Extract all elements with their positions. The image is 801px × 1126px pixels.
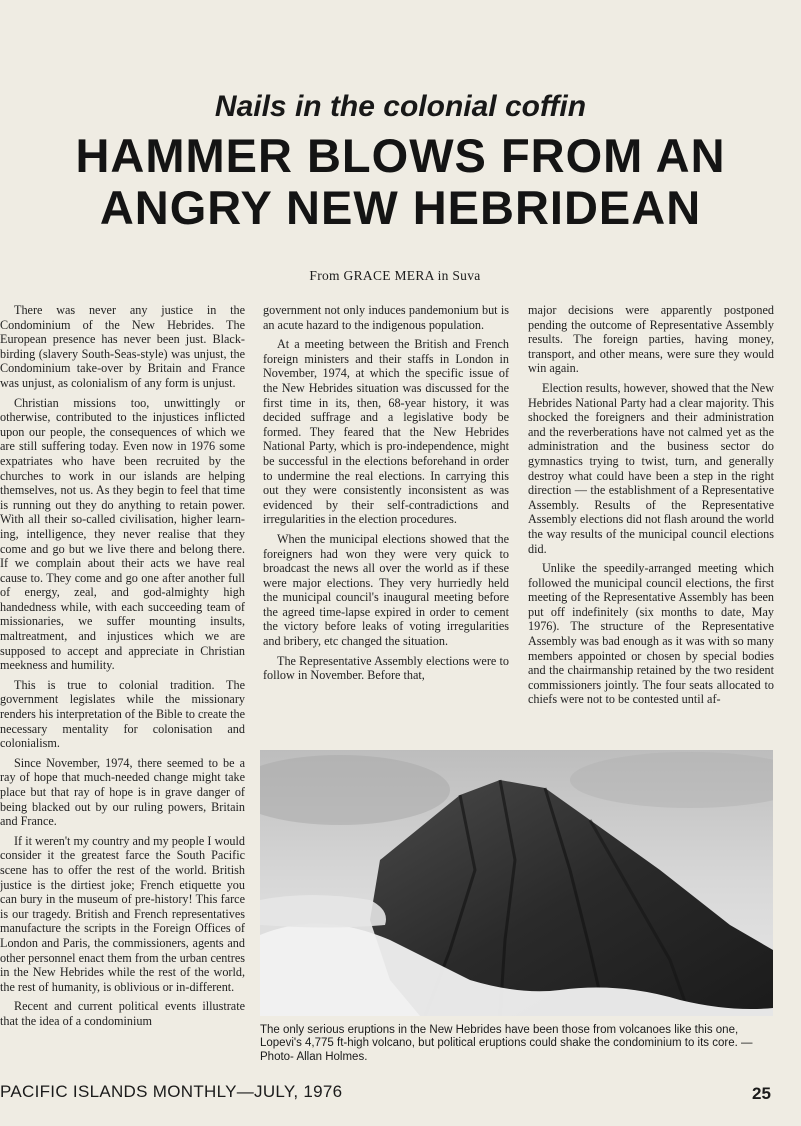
photo-caption: The only serious eruptions in the New Hebrides have been those from volcanoes like this one, Lopevi's 4,775 ft-high volcano, but political eruptions could shake the condominium to its core. —Photo- Allan Holmes.: [260, 1024, 753, 1063]
paragraph: There was never any justice in the Condominium of the New Hebrides. The European presence has never been just. Black-birding (slavery South-Seas-style) was unjust, the Condominium take-over by Britain and France was unjust, as colonialism of any form is unjust.: [0, 303, 245, 390]
paragraph: When the municipal elections showed that the foreigners had won they were very quick to broadcast the news all over the world as if these were major elections. They very hurriedly held the municipal council's inaugural meeting before the agreed time-lapse expired in order to cement the victory before leaks of voting irregularities and bribery, etc changed the situation.: [263, 531, 509, 649]
paragraph: Recent and current political events illustrate that the idea of a condominium: [0, 999, 245, 1028]
volcano-illustration: [260, 750, 773, 1016]
column-2: [263, 303, 509, 688]
paragraph: major decisions were apparently postponed pending the outcome of Representative Assembly results. The foreign parties, having money, transport, and other means, were sure they would win again.: [528, 303, 774, 376]
paragraph: If it weren't my country and my people I would consider it the greatest farce the South Pacific scene has to offer the rest of the world. British justice is the dirtiest joke; French etiquette you can bury in the museum of pre-history! This farce is our tragedy. British and French representatives manufacture the scripts in the Foreign Offices of London and Paris, the commissioners, agents and other personnel enact them from the urban centres in the New Hebrides while the rest of the world, the rest of humanity, is oblivious or in-different.: [0, 833, 245, 994]
headline-line-2: ANGRY NEW HEBRIDEAN: [99, 181, 702, 234]
volcano-photo: [260, 750, 773, 1016]
paragraph: At a meeting between the British and French foreign ministers and their staffs in London in November, 1974, at which the specific issue of the New Hebrides situation was discussed for the first time in its, then, 68-year history, it was decided suffrage and a legislative body be formed. They feared that the New Hebrides National Party, which is pro-independence, might be successful in the elections beforehand in order to undermine the real elections. In carrying this out they were consistently inconsistent as was evidenced by their self-contradictions and irregularities in the election procedures.: [263, 337, 509, 527]
column-3: [528, 303, 774, 712]
paragraph: The Representative Assembly elections were to follow in November. Before that,: [263, 653, 509, 683]
paragraph: Christian missions too, unwittingly or otherwise, contributed to the injustices inflicted upon our people, the consequences of which we are still suffering today. Even now in 1976 some expatriates who have been recruited by the churches to work in our islands are helping themselves, not us. As they begin to feel that time is running out they do anything to retain power. With all their so-called civilisation, higher learn-ing, intelligence, they never realise that they come and go but we live there and belong there. If we complain about their acts we have real cause to. They come and go one after another full of energy, zeal, and god-almighty high handedness while, with each succeeding team of missionaries, we suffer mounting insults, maltreatment, and injustices which we are supposed to accept and appreciate in Christian meekness and humility.: [0, 395, 245, 673]
paragraph: This is true to colonial tradition. The government legislates while the missionary renders his interpretation of the Bible to create the necessary mentality for colonisation and colonialism.: [0, 677, 246, 751]
article-kicker: Nails in the colonial coffin: [214, 90, 587, 123]
page-number: 25: [752, 1084, 771, 1103]
byline: From GRACE MERA in Suva: [309, 268, 481, 283]
paragraph: government not only induces pandemonium but is an acute hazard to the indigenous population.: [263, 303, 509, 332]
paragraph: Unlike the speedily-arranged meeting which followed the municipal council elections, the first meeting of the Representative Assembly has been put off indefinitely (six months to date, May 1976). The structure of the Representative Assembly was bad enough as it was with so many members appointed or chosen by special bodies and the chairmanship retained by the two resident commissioners jointly. The four seats allocated to chiefs were not to be contested until af-: [528, 561, 774, 707]
paragraph: Election results, however, showed that the New Hebrides National Party had a clear majority. This shocked the foreigners and their administration and the reverberations have not calmed yet as the administration and the business sector do gymnastics trying to twist, turn, and generally destroy what could have been a step in the right direction — the establishment of a Representative Assembly. Results of the Representative Assembly elections did not flash around the world the way results of the municipal council elections did.: [528, 380, 774, 556]
article-headline: [0, 130, 801, 234]
paragraph: Since November, 1974, there seemed to be a ray of hope that much-needed change might take place but that ray of hope is in grave danger of being blacked out by our ruling powers, Britain and France.: [0, 755, 245, 829]
headline-line-1: HAMMER BLOWS FROM AN: [75, 129, 726, 182]
column-1: [0, 303, 245, 1034]
publication-footer: PACIFIC ISLANDS MONTHLY—JULY, 1976: [0, 1082, 343, 1101]
